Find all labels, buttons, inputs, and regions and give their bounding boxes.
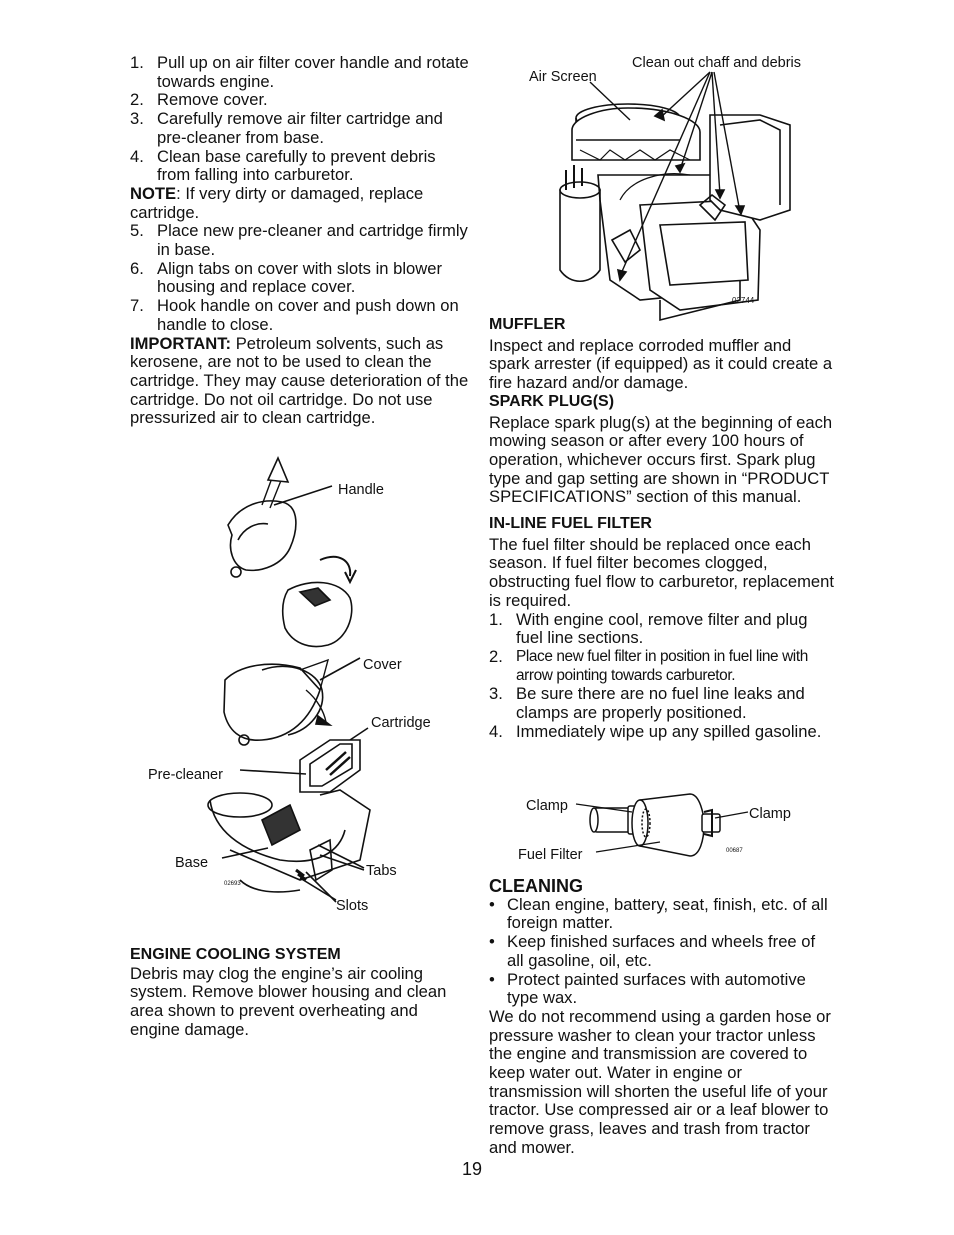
fuel-figure-code: 00687 — [726, 848, 743, 854]
list-item: 1. Pull up on air filter cover handle and rotate towards engine. — [130, 53, 469, 91]
list-item: • Protect painted surfaces with automotive type wax. — [489, 969, 806, 1008]
pre-cleaner-label: Pre-cleaner — [148, 767, 223, 783]
figure-code: 02693 — [224, 881, 241, 887]
important-paragraph: IMPORTANT: Petroleum solvents, such as kerosene, are not to be used to clean the cartridge. They may cause deterioration of the cartridge. Do not oil cartridge. Do not use pressurized air to clean cartridge. — [130, 333, 469, 428]
list-item: 7. Hook handle on cover and push down on handle to close. — [130, 296, 459, 334]
engine-cooling-heading: ENGINE COOLING SYSTEM — [130, 946, 341, 963]
cleaning-heading: CLEANING — [489, 876, 583, 896]
cartridge-label: Cartridge — [371, 715, 431, 731]
list-item: 6. Align tabs on cover with slots in blower housing and replace cover. — [130, 258, 442, 297]
clamp-left-label: Clamp — [526, 798, 568, 814]
list-item: 4. Clean base carefully to prevent debris from falling into carburetor. — [130, 146, 436, 185]
muffler-text: Inspect and replace corroded muffler and spark arrester (if equipped) as it could create a fire hazard and/or damage. — [489, 335, 833, 393]
note-paragraph: NOTE: If very dirty or damaged, replace cartridge. — [130, 183, 424, 222]
list-item: 2. Remove cover. — [130, 90, 268, 110]
spark-plug-heading: SPARK PLUG(S) — [489, 392, 615, 410]
engine-figure-code: 02744 — [732, 296, 755, 305]
list-item: 1. With engine cool, remove filter and plug fuel line sections. — [489, 609, 808, 648]
list-item: 5. Place new pre-cleaner and cartridge firmly in base. — [130, 221, 468, 260]
cleaning-bullets — [489, 896, 834, 1008]
spark-plug-text: Replace spark plug(s) at the beginning of each mowing season or after every 100 hours of operation, whichever occurs first. Spark plug type and gap setting are shown in “PRODUCT SPECIFICATIONS” section of this manual. — [489, 412, 833, 507]
cleaning-section — [489, 877, 834, 1158]
cover-label: Cover — [363, 657, 402, 673]
list-item: • Keep finished surfaces and wheels free of all gasoline, oil, etc. — [489, 932, 816, 970]
tabs-label: Tabs — [366, 863, 397, 879]
fuel-filter-label: Fuel Filter — [518, 847, 583, 863]
list-item: 4. Immediately wipe up any spilled gasoline. — [489, 721, 822, 741]
engine-cooling-text: Debris may clog the engine’s air cooling system. Remove blower housing and clean area shown to prevent overheating and engine damage. — [130, 963, 447, 1039]
handle-label: Handle — [338, 482, 384, 498]
muffler-heading: MUFFLER — [489, 316, 566, 333]
fuel-filter-intro: The fuel filter should be replaced once each season. If fuel filter becomes clogged, obstructing fuel flow to carburetor, replacement is required. — [489, 534, 834, 610]
clamp-right-label: Clamp — [749, 806, 791, 822]
cleaning-text: We do not recommend using a garden hose or pressure washer to clean your tractor unless the engine and transmission are covered to keep water out. Water in engine or transmission will shorten the useful life of your tractor. Use compressed air or a leaf blower to remove grass, leaves and trash from tractor and mower. — [489, 1006, 831, 1157]
base-label: Base — [175, 855, 209, 871]
fuel-filter-heading: IN-LINE FUEL FILTER — [489, 515, 652, 533]
clean-out-label: Clean out chaff and debris — [632, 55, 802, 71]
slots-label: Slots — [336, 898, 369, 914]
list-item: 3. Carefully remove air filter cartridge and pre-cleaner from base. — [130, 109, 443, 147]
air-screen-label: Air Screen — [529, 69, 597, 85]
list-item: 2. Place new fuel filter in position in fuel line with arrow pointing towards carburetor. — [489, 646, 808, 684]
list-item: 3. Be sure there are no fuel line leaks and clamps are properly positioned. — [489, 684, 805, 723]
page-number: 19 — [462, 1159, 483, 1179]
list-item: • Clean engine, battery, seat, finish, etc. of all foreign matter. — [489, 894, 828, 933]
